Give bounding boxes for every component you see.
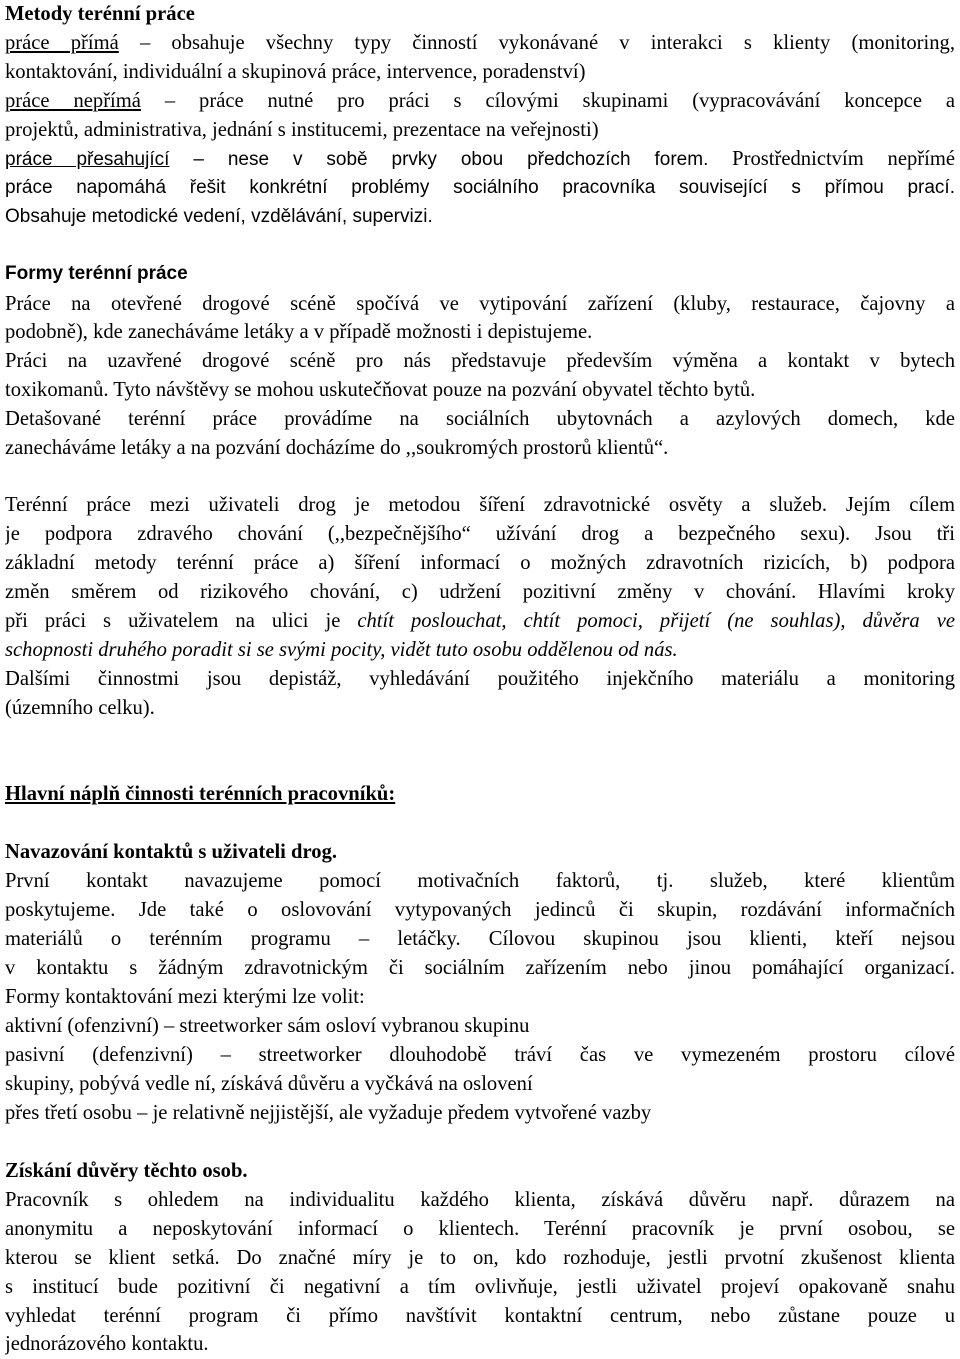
duvera-line-3: kterou se klient setká. Do značné míry je to on, kdo rozhoduje, jestli prvotní zkušenost klienta bbox=[5, 1247, 955, 1269]
osveta-line-5-italic: chtít poslouchat, chtít pomoci, přijetí (ne souhlas), důvěra ve bbox=[357, 610, 955, 632]
kontakty-line-8: skupiny, pobývá vedle ní, získává důvěru a vyčkává na oslovení bbox=[5, 1073, 533, 1095]
osveta-line-6: schopnosti druhého poradit si se svými pocity, vidět tuto osobu oddělenou od nás. bbox=[5, 639, 678, 661]
kontakty-line-7: pasivní (defenzivní) – streetworker dlouhodobě tráví čas ve vymezeném prostoru cílové bbox=[5, 1044, 955, 1066]
heading-formy: Formy terénní práce bbox=[5, 263, 188, 284]
osveta-line-5 bbox=[5, 607, 955, 635]
metody-line-3-text: – práce nutné pro práci s cílovými skupinami (vypracovávání koncepce a bbox=[140, 90, 955, 112]
heading-navazovani-kontaktu: Navazování kontaktů s uživateli drog. bbox=[5, 841, 338, 863]
duvera-line-4: s institucí bude pozitivní či negativní a tím ovlivňuje, jestli uživatel projeví opakovaně snahu bbox=[5, 1276, 955, 1298]
formy-line-5: Detašované terénní práce provádíme na sociálních ubytovnách a azylových domech, kde bbox=[5, 408, 955, 430]
kontakty-line-5: Formy kontaktování mezi kterými lze volit: bbox=[5, 986, 365, 1008]
metody-line-1-text: – obsahuje všechny typy činností vykonávané v interakci s klienty (monitoring, bbox=[118, 32, 955, 54]
formy-line-1: Práce na otevřené drogové scéně spočívá ve vytipování zařízení (kluby, restaurace, čajovny a bbox=[5, 293, 955, 315]
duvera-line-5: vyhledat terénní program či přímo navštívit kontaktní centrum, nebo zůstane pouze u bbox=[5, 1305, 955, 1327]
formy-line-4: toxikomanů. Tyto návštěvy se mohou uskutečňovat pouze na pozvání obyvatel těchto bytů. bbox=[5, 379, 756, 401]
heading-ziskani-duvery: Získání důvěry těchto osob. bbox=[5, 1160, 248, 1182]
duvera-line-1: Pracovník s ohledem na individualitu každého klienta, získává důvěru např. důrazem na bbox=[5, 1189, 955, 1211]
heading-metody: Metody terénní práce bbox=[5, 3, 195, 25]
metody-line-5-text: – nese v sobě prvky obou předchozích forem. bbox=[169, 149, 709, 170]
osveta-line-4: změn směrem od rizikového chování, c) udržení pozitivní změny v chování. Hlavími kroky bbox=[5, 581, 955, 603]
osveta-line-5-text: při práci s uživatelem na ulici je bbox=[5, 610, 358, 632]
metody-line-5 bbox=[5, 145, 955, 173]
formy-line-6: zanecháváme letáky a na pozvání docházíme do ,,soukromých prostorů klientů“. bbox=[5, 437, 669, 459]
term-prace-neprima: práce nepřímá bbox=[5, 90, 141, 112]
metody-line-5-tail: Prostřednictvím nepřímé bbox=[708, 148, 955, 170]
kontakty-line-6: aktivní (ofenzivní) – streetworker sám osloví vybranou skupinu bbox=[5, 1015, 530, 1037]
heading-hlavni-napln: Hlavní náplň činnosti terénních pracovníků: bbox=[5, 783, 396, 805]
osveta-line-2: je podpora zdravého chování (,,bezpečnějšího“ užívání drog a bezpečného sexu). Jsou tři bbox=[5, 523, 955, 545]
osveta-line-7: Dalšími činnostmi jsou depistáž, vyhledávání použitého injekčního materiálu a monitoring bbox=[5, 668, 955, 690]
formy-line-2: podobně), kde zanecháváme letáky a v případě možnosti i depistujeme. bbox=[5, 321, 593, 343]
metody-line-4: projektů, administrativa, jednání s institucemi, prezentace na veřejnosti) bbox=[5, 119, 599, 141]
kontakty-line-4: v kontaktu s žádným zdravotnickým či sociálním zařízením nebo jinou pomáhající organizací. bbox=[5, 957, 955, 979]
kontakty-line-2: poskytujeme. Jde také o oslovování vytypovaných jedinců či skupin, rozdávání informačních bbox=[5, 899, 955, 921]
duvera-line-6: jednorázového kontaktu. bbox=[5, 1333, 209, 1355]
term-prace-prima: práce přímá bbox=[5, 32, 119, 54]
metody-line-3 bbox=[5, 87, 955, 115]
osveta-line-3: základní metody terénní práce a) šíření informací o možných zdravotních rizicích, b) podpora bbox=[5, 552, 955, 574]
osveta-line-8: (územního celku). bbox=[5, 697, 155, 719]
kontakty-line-9: přes třetí osobu – je relativně nejjistější, ale vyžaduje předem vytvořené vazby bbox=[5, 1102, 652, 1124]
osveta-line-1: Terénní práce mezi uživateli drog je metodou šíření zdravotnické osvěty a služeb. Jejím cílem bbox=[5, 494, 955, 516]
kontakty-line-1: První kontakt navazujeme pomocí motivačních faktorů, tj. služeb, které klientům bbox=[5, 870, 955, 892]
kontakty-line-3: materiálů o terénním programu – letáčky. Cílovou skupinou jsou klienti, kteří nejsou bbox=[5, 928, 955, 950]
metody-line-2: kontaktování, individuální a skupinová práce, intervence, poradenství) bbox=[5, 61, 586, 83]
formy-line-3: Práci na uzavřené drogové scéně pro nás představuje především výměna a kontakt v bytech bbox=[5, 350, 955, 372]
metody-line-6: práce napomáhá řešit konkrétní problémy sociálního pracovníka související s přímou prací. bbox=[5, 177, 955, 198]
metody-line-7: Obsahuje metodické vedení, vzdělávání, supervizi. bbox=[5, 206, 433, 227]
metody-line-1 bbox=[5, 29, 955, 57]
duvera-line-2: anonymitu a neposkytování informací o klientech. Terénní pracovník je první osobou, se bbox=[5, 1218, 955, 1240]
term-prace-presahujici: práce přesahující bbox=[5, 149, 170, 170]
